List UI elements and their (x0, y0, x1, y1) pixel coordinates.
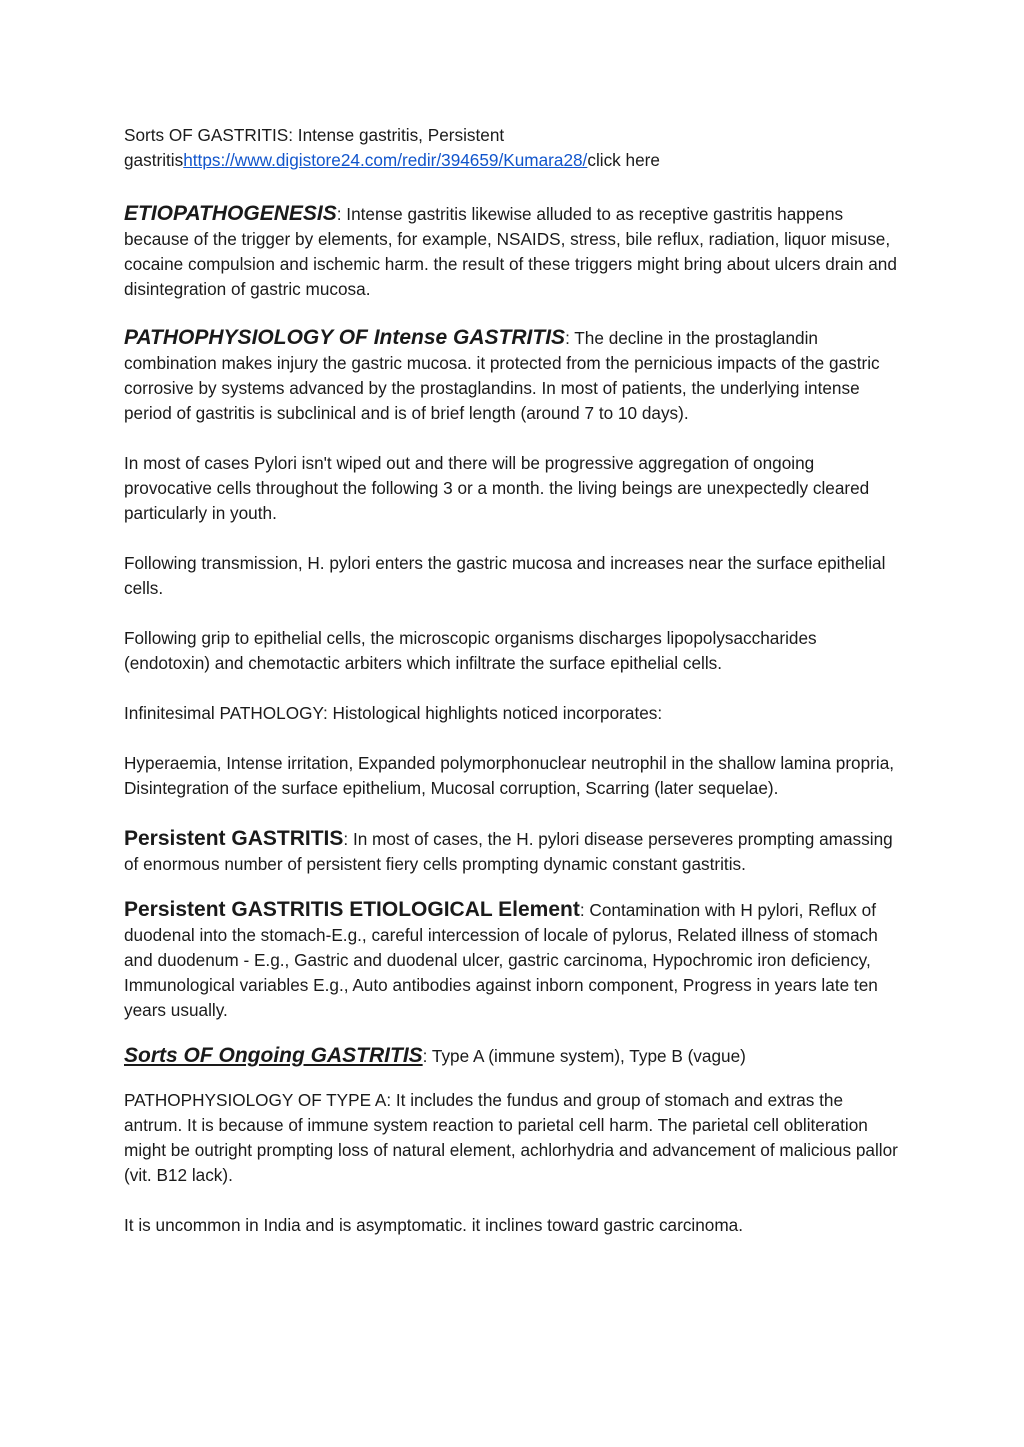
persistent-body: : In most of cases, the H. pylori disease perseveres prompting amassing of enormous number of persistent fiery cells prompting dynamic constant gastritis. (124, 829, 893, 874)
sorts-ongoing-body: : Type A (immune system), Type B (vague) (422, 1046, 746, 1066)
sorts-ongoing-paragraph (124, 1043, 904, 1069)
etiopathogenesis-body: : Intense gastritis likewise alluded to as receptive gastritis happens because of the trigger by elements, for example, NSAIDS, stress, bile reflux, radiation, liquor misuse, cocaine compulsion and ischemic harm. the result of these triggers might bring about ulcers drain and disintegration of gastric mucosa. (124, 204, 897, 299)
persistent-etiological-heading: Persistent GASTRITIS ETIOLOGICAL Element (124, 898, 580, 921)
paragraph: In most of cases Pylori isn't wiped out and there will be progressive aggregation of ongoing provocative cells throughout the following 3 or a month. the living beings are unexpectedly cleared particularly in youth. (124, 453, 870, 523)
pathophysiology-intense-paragraph (124, 325, 904, 426)
persistent-paragraph (124, 826, 904, 877)
etiopathogenesis-heading: ETIOPATHOGENESIS (124, 202, 337, 225)
paragraph: Infinitesimal PATHOLOGY: Histological highlights noticed incorporates: (124, 703, 663, 723)
intro-text: Sorts OF GASTRITIS: Intense gastritis, Persistent gastritis (124, 125, 505, 170)
paragraph: Hyperaemia, Intense irritation, Expanded polymorphonuclear neutrophil in the shallow lamina propria, Disintegration of the surface epithelium, Mucosal corruption, Scarring (later sequelae). (124, 753, 895, 798)
pathophysiology-intense-heading: PATHOPHYSIOLOGY OF Intense GASTRITIS (124, 326, 566, 349)
persistent-heading: Persistent GASTRITIS (124, 827, 344, 850)
persistent-etiological-body: : Contamination with H pylori, Reflux of duodenal into the stomach-E.g., careful intercession of locale of pylorus, Related illness of stomach and duodenum - E.g., Gastric and duodenal ulcer, gastric carcinoma, Hypochromic iron deficiency, Immunological variables E.g., Auto antibodies against inborn component, Progress in years late ten years usually. (124, 900, 878, 1020)
paragraph: Following grip to epithelial cells, the microscopic organisms discharges lipopolysaccharides (endotoxin) and chemotactic arbiters which infiltrate the surface epithelial cells. (124, 628, 817, 673)
etiopathogenesis-paragraph (124, 201, 904, 302)
pathophysiology-intense-body: : The decline in the prostaglandin combination makes injury the gastric mucosa. it protected from the pernicious impacts of the gastric corrosive by systems advanced by the prostaglandins. In most of patients, the underlying intense period of gastritis is subclinical and is of brief length (around 7 to 10 days). (124, 328, 880, 423)
document-page (124, 123, 904, 1263)
intro-paragraph (124, 123, 904, 173)
sorts-ongoing-heading: Sorts OF Ongoing GASTRITIS (124, 1044, 423, 1067)
paragraph: It is uncommon in India and is asymptomatic. it inclines toward gastric carcinoma. (124, 1215, 744, 1235)
persistent-etiological-paragraph (124, 897, 904, 1023)
paragraph: PATHOPHYSIOLOGY OF TYPE A: It includes the fundus and group of stomach and extras the antrum. It is because of immune system reaction to parietal cell harm. The parietal cell obliteration might be outright prompting loss of natural element, achlorhydria and advancement of malicious pallor (vit. B12 lack). (124, 1090, 898, 1185)
affiliate-link[interactable]: https://www.digistore24.com/redir/394659/Kumara28/ (183, 150, 588, 170)
paragraph: Following transmission, H. pylori enters the gastric mucosa and increases near the surface epithelial cells. (124, 553, 886, 598)
intro-click-here: click here (587, 150, 660, 170)
